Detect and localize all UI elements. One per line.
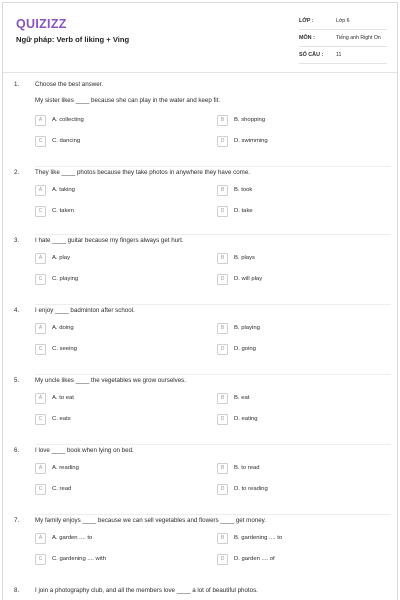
option-label: D. swimming bbox=[234, 138, 268, 144]
option-letter-box: A bbox=[35, 323, 46, 334]
option-letter-box: C bbox=[35, 554, 46, 565]
option-letter-box: A bbox=[35, 393, 46, 404]
option-letter-box: A bbox=[35, 253, 46, 264]
option-label: A. play bbox=[52, 255, 71, 261]
option-label: D. garden .... of bbox=[234, 556, 275, 562]
option-label: B. gardening .... to bbox=[234, 535, 283, 541]
option-label: B. eat bbox=[234, 395, 250, 401]
meta-value: Tiếng anh Right On bbox=[336, 35, 381, 41]
option-letter-box: C bbox=[35, 274, 46, 285]
option-letter-box: B bbox=[217, 253, 228, 264]
question-text: Choose the best answer. bbox=[35, 81, 104, 88]
option-label: C. eats bbox=[52, 416, 71, 422]
question-divider bbox=[35, 234, 391, 235]
option-label: A. collecting bbox=[52, 117, 84, 123]
option-letter-box: B bbox=[217, 463, 228, 474]
question-number: 6. bbox=[14, 447, 20, 454]
option-label: A. doing bbox=[52, 325, 74, 331]
question-divider bbox=[35, 374, 391, 375]
meta-key: LỚP : bbox=[299, 18, 314, 24]
option-label: B. playing bbox=[234, 325, 260, 331]
question-text: They like ____ photos because they take photos in anywhere they have come. bbox=[35, 169, 250, 176]
question-text: I love ____ book when lying on bed. bbox=[35, 447, 134, 454]
option-label: A. reading bbox=[52, 465, 79, 471]
meta-key: SỐ CÂU : bbox=[299, 52, 324, 58]
option-label: C. dancing bbox=[52, 138, 81, 144]
option-label: A. garden .... to bbox=[52, 535, 93, 541]
option-letter-box: B bbox=[217, 323, 228, 334]
option-label: D. will play bbox=[234, 276, 263, 282]
option-letter-box: A bbox=[35, 463, 46, 474]
meta-value: Lớp 6 bbox=[336, 18, 350, 24]
option-label: C. playing bbox=[52, 276, 79, 282]
option-label: A. to eat bbox=[52, 395, 74, 401]
question-divider bbox=[35, 444, 391, 445]
question-number: 8. bbox=[14, 587, 20, 594]
document-title: Ngữ pháp: Verb of liking + Ving bbox=[16, 35, 130, 44]
option-letter-box: B bbox=[217, 115, 228, 126]
option-label: D. going bbox=[234, 346, 256, 352]
option-letter-box: B bbox=[217, 393, 228, 404]
option-label: B. took bbox=[234, 187, 253, 193]
question-divider bbox=[35, 514, 391, 515]
option-label: B. plays bbox=[234, 255, 255, 261]
option-letter-box: A bbox=[35, 533, 46, 544]
option-letter-box: D bbox=[217, 554, 228, 565]
option-label: D. to reading bbox=[234, 486, 268, 492]
option-letter-box: C bbox=[35, 484, 46, 495]
question-divider bbox=[35, 304, 391, 305]
option-label: B. to read bbox=[234, 465, 260, 471]
option-letter-box: D bbox=[217, 206, 228, 217]
meta-row-class bbox=[299, 13, 387, 30]
option-letter-box: C bbox=[35, 414, 46, 425]
option-letter-box: C bbox=[35, 344, 46, 355]
option-label: C. taken bbox=[52, 208, 74, 214]
question-number: 4. bbox=[14, 307, 20, 314]
option-letter-box: D bbox=[217, 414, 228, 425]
option-letter-box: D bbox=[217, 344, 228, 355]
worksheet-page bbox=[2, 2, 398, 600]
option-letter-box: B bbox=[217, 185, 228, 196]
option-letter-box: A bbox=[35, 115, 46, 126]
option-label: B. shopping bbox=[234, 117, 266, 123]
question-divider bbox=[35, 166, 391, 167]
question-text: My uncle likes ____ the vegetables we grow ourselves. bbox=[35, 377, 186, 384]
question-number: 5. bbox=[14, 377, 20, 384]
option-letter-box: D bbox=[217, 274, 228, 285]
option-label: D. take bbox=[234, 208, 253, 214]
worksheet-header bbox=[3, 3, 397, 73]
question-number: 2. bbox=[14, 169, 20, 176]
option-letter-box: A bbox=[35, 185, 46, 196]
meta-row-question-count bbox=[299, 47, 387, 64]
option-letter-box: D bbox=[217, 136, 228, 147]
question-text: My family enjoys ____ because we can sell vegetables and flowers ____ get money. bbox=[35, 517, 267, 524]
option-letter-box: C bbox=[35, 206, 46, 217]
option-label: A. taking bbox=[52, 187, 75, 193]
meta-row-subject bbox=[299, 30, 387, 47]
option-label: C. seeing bbox=[52, 346, 77, 352]
option-letter-box: D bbox=[217, 484, 228, 495]
question-text: I join a photography club, and all the members love ____ a lot of beautiful photos. bbox=[35, 587, 258, 594]
question-text-line-2: My sister likes ____ because she can play in the water and keep fit. bbox=[35, 97, 221, 104]
option-label: C. gardening .... with bbox=[52, 556, 107, 562]
meta-value: 11 bbox=[336, 52, 342, 58]
option-letter-box: C bbox=[35, 136, 46, 147]
question-text: I enjoy ____ badminton after school. bbox=[35, 307, 135, 314]
question-text: I hate ____ guitar because my fingers always get hurt. bbox=[35, 237, 184, 244]
question-number: 3. bbox=[14, 237, 20, 244]
question-number: 7. bbox=[14, 517, 20, 524]
meta-key: MÔN : bbox=[299, 35, 315, 41]
option-label: D. eating bbox=[234, 416, 258, 422]
question-number: 1. bbox=[14, 81, 20, 88]
option-label: C. read bbox=[52, 486, 72, 492]
quizizz-logo: QUIZIZZ bbox=[16, 17, 67, 31]
option-letter-box: B bbox=[217, 533, 228, 544]
